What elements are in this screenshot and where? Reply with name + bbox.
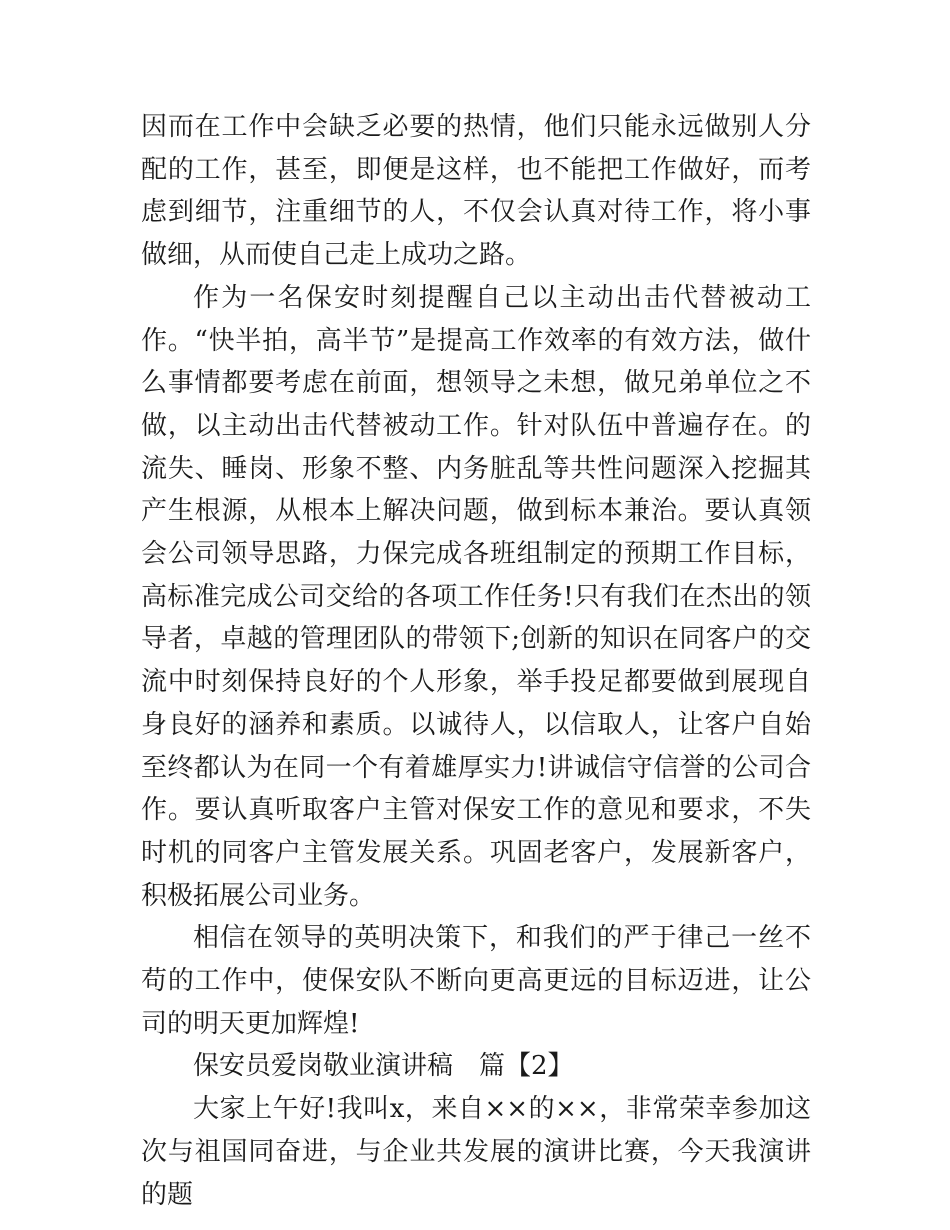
paragraph-speech-opening: 大家上午好!我叫x，来自××的××，非常荣幸参加这次与祖国同奋进，与企业共发展的演讲比赛，今天我演讲的题 <box>141 1094 811 1210</box>
paragraph-conclusion: 相信在领导的英明决策下，和我们的严于律己一丝不苟的工作中，使保安队不断向更高更远的目标迈进，让公司的明天更加辉煌! <box>141 923 811 1039</box>
section-heading: 保安员爱岗敬业演讲稿 篇【2】 <box>193 1051 574 1082</box>
paragraph-proactive-work: 作为一名保安时刻提醒自己以主动出击代替被动工作。“快半拍，高半节”是提高工作效率的有效方法，做什么事情都要考虑在前面，想领导之未想，做兄弟单位之不做，以主动出击代替被动工作。针对队伍中普遍存在。的流失、睡岗、形象不整、内务脏乱等共性问题深入挖掘其产生根源，从根本上解决问题，做到标本兼治。要认真领会公司领导思路，力保完成各班组制定的预期工作目标，高标准完成公司交给的各项工作任务!只有我们在杰出的领导者，卓越的管理团队的带领下;创新的知识在同客户的交流中时刻保持良好的个人形象，举手投足都要做到展现自身良好的涵养和素质。以诚待人，以信取人，让客户自始至终都认为在同一个有着雄厚实力!讲诚信守信誉的公司合作。要认真听取客户主管对保安工作的意见和要求，不失时机的同客户主管发展关系。巩固老客户，发展新客户，积极拓展公司业务。 <box>141 282 811 911</box>
document-body <box>141 106 811 1216</box>
paragraph-continuation: 因而在工作中会缺乏必要的热情，他们只能永远做别人分配的工作，甚至，即便是这样，也不能把工作做好，而考虑到细节，注重细节的人，不仅会认真对待工作，将小事做细，从而使自己走上成功之路。 <box>141 112 811 271</box>
